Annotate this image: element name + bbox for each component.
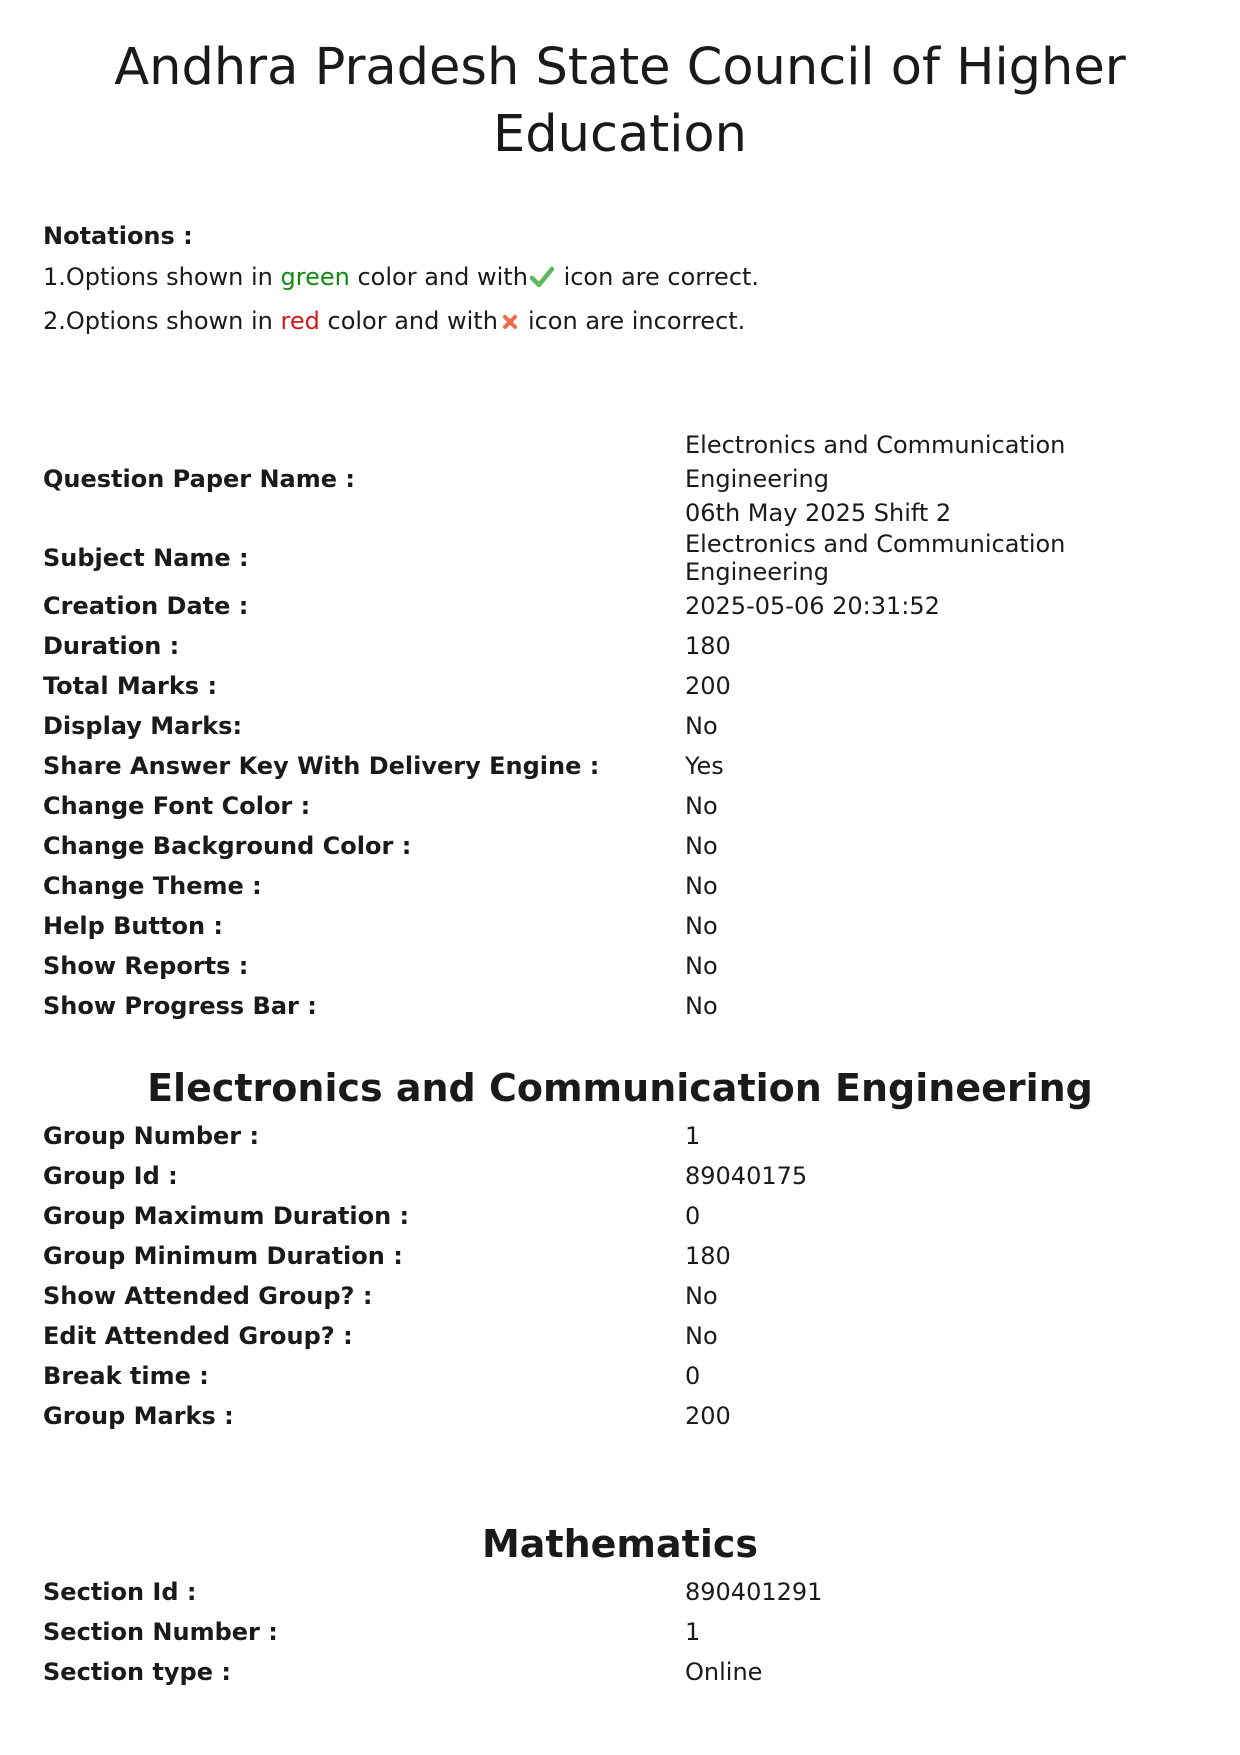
field-value: 200 <box>685 1402 731 1430</box>
field-value: No <box>685 1322 718 1350</box>
notation-incorrect <box>43 301 759 343</box>
field-value: Online <box>685 1658 763 1686</box>
field-value: 2025-05-06 20:31:52 <box>685 592 940 620</box>
table-row <box>43 746 1205 786</box>
field-value: 1 <box>685 1122 701 1150</box>
field-label: Total Marks : <box>43 672 218 700</box>
notation-correct-tail: icon are correct. <box>563 263 760 291</box>
field-label: Section type : <box>43 1658 231 1686</box>
cross-icon <box>502 302 518 343</box>
field-label: Share Answer Key With Delivery Engine : <box>43 752 600 780</box>
field-label: Help Button : <box>43 912 223 940</box>
field-label: Group Maximum Duration : <box>43 1202 410 1230</box>
field-value: Yes <box>685 752 724 780</box>
table-row <box>43 1156 1205 1196</box>
table-row <box>43 986 1205 1026</box>
table-row <box>43 1116 1205 1156</box>
field-label: Group Id : <box>43 1162 178 1190</box>
field-value: 200 <box>685 672 731 700</box>
field-value: 890401291 <box>685 1578 823 1606</box>
table-row <box>43 706 1205 746</box>
table-row <box>43 786 1205 826</box>
field-label: Show Progress Bar : <box>43 992 317 1020</box>
field-value: No <box>685 712 718 740</box>
table-row <box>43 906 1205 946</box>
field-label: Question Paper Name : <box>43 465 355 493</box>
field-value <box>685 428 1205 530</box>
table-row <box>43 866 1205 906</box>
table-row <box>43 1572 1205 1612</box>
field-label: Subject Name : <box>43 544 249 572</box>
field-value: No <box>685 952 718 980</box>
field-value: 180 <box>685 632 731 660</box>
notations-heading: Notations : <box>43 222 193 250</box>
check-icon <box>530 260 554 301</box>
field-value-line: Electronics and Communication Engineering <box>685 431 1066 493</box>
field-value: 0 <box>685 1202 701 1230</box>
table-row <box>43 626 1205 666</box>
table-row <box>43 428 1205 530</box>
table-row <box>43 1396 1205 1436</box>
group-title: Electronics and Communication Engineering <box>147 1066 1093 1110</box>
notation-incorrect-color: red <box>280 307 320 335</box>
field-label: Change Font Color : <box>43 792 311 820</box>
notations <box>43 216 759 343</box>
table-row <box>43 586 1205 626</box>
field-label: Section Id : <box>43 1578 197 1606</box>
table-row <box>43 1196 1205 1236</box>
table-row <box>43 1236 1205 1276</box>
field-value: No <box>685 872 718 900</box>
field-value: 0 <box>685 1362 701 1390</box>
field-label: Show Attended Group? : <box>43 1282 373 1310</box>
section-title: Mathematics <box>481 1522 759 1566</box>
field-label: Section Number : <box>43 1618 278 1646</box>
field-value: No <box>685 1282 718 1310</box>
field-label: Change Background Color : <box>43 832 412 860</box>
field-value: No <box>685 912 718 940</box>
field-label: Change Theme : <box>43 872 262 900</box>
field-label: Edit Attended Group? : <box>43 1322 353 1350</box>
field-value: 89040175 <box>685 1162 808 1190</box>
field-label: Group Minimum Duration : <box>43 1242 403 1270</box>
table-row <box>43 946 1205 986</box>
field-value-line: 06th May 2025 Shift 2 <box>685 499 952 527</box>
table-row <box>43 666 1205 706</box>
field-label: Creation Date : <box>43 592 249 620</box>
field-label: Show Reports : <box>43 952 249 980</box>
table-row <box>43 1356 1205 1396</box>
field-value: Electronics and Communication Engineering <box>685 530 1066 586</box>
table-row <box>43 1612 1205 1652</box>
field-value: No <box>685 992 718 1020</box>
notation-correct <box>43 257 759 301</box>
page-title: Andhra Pradesh State Council of Higher Education <box>114 38 1126 164</box>
notation-correct-pre: 1.Options shown in <box>43 263 273 291</box>
field-label: Duration : <box>43 632 180 660</box>
paper-info-table <box>43 428 1205 1026</box>
group-info-table <box>43 1116 1205 1436</box>
notation-incorrect-post: color and with <box>327 307 498 335</box>
field-value: 1 <box>685 1618 701 1646</box>
notation-incorrect-pre: 2.Options shown in <box>43 307 273 335</box>
notation-correct-color: green <box>280 263 350 291</box>
table-row <box>43 826 1205 866</box>
field-value: No <box>685 792 718 820</box>
field-label: Group Number : <box>43 1122 260 1150</box>
section-info-table <box>43 1572 1205 1692</box>
field-label: Break time : <box>43 1362 209 1390</box>
table-row <box>43 1316 1205 1356</box>
notation-correct-post: color and with <box>357 263 528 291</box>
field-label: Group Marks : <box>43 1402 234 1430</box>
table-row <box>43 530 1205 586</box>
table-row <box>43 1276 1205 1316</box>
notation-incorrect-tail: icon are incorrect. <box>527 307 746 335</box>
field-value: No <box>685 832 718 860</box>
table-row <box>43 1652 1205 1692</box>
field-value: 180 <box>685 1242 731 1270</box>
field-label: Display Marks: <box>43 712 243 740</box>
